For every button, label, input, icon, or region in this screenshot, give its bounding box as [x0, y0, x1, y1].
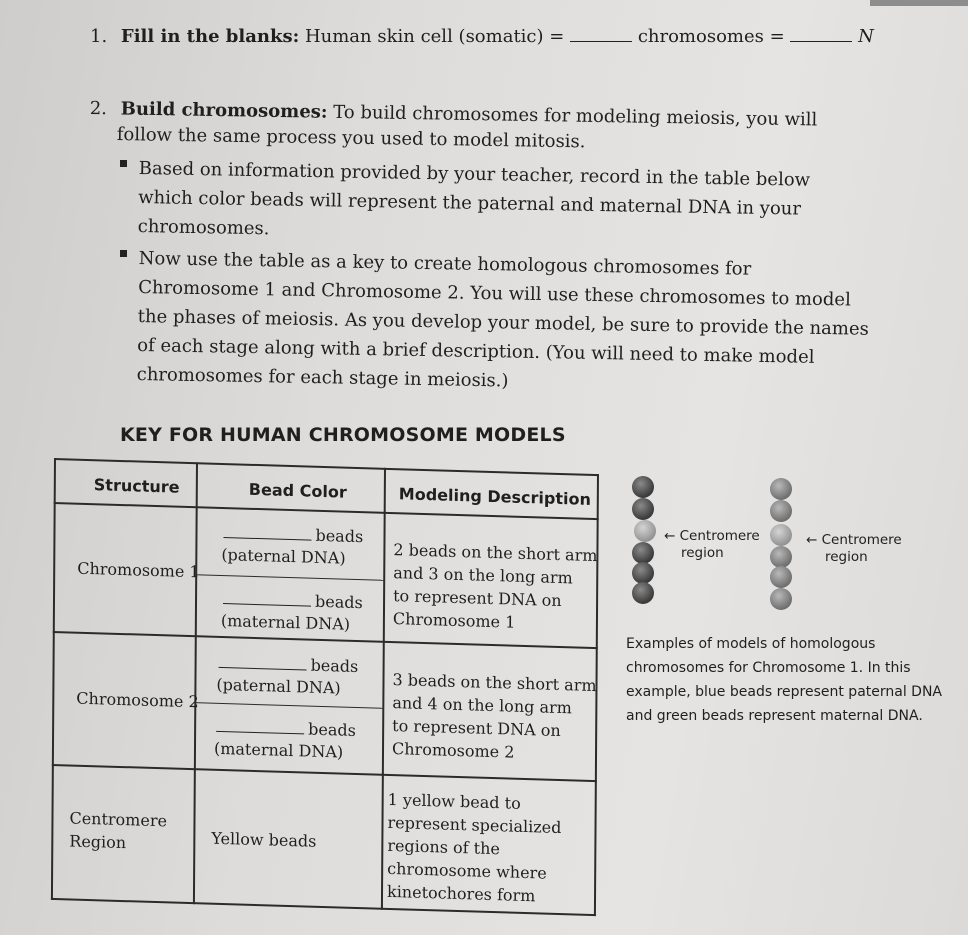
bead [632, 498, 654, 520]
table-header-structure: Structure [93, 475, 180, 497]
description-line: 2 beads on the short arm [393, 540, 598, 566]
bead-color-sub: (maternal DNA) [220, 610, 351, 634]
bead [632, 562, 654, 584]
bead-word: beads [314, 591, 363, 613]
page-edge-strip [870, 0, 968, 6]
color-blank[interactable] [223, 525, 311, 541]
description-line: chromosome where [387, 858, 547, 883]
description-cell [387, 788, 562, 908]
table-border [381, 468, 386, 910]
bead [770, 500, 792, 522]
bead [632, 542, 654, 564]
structure-line: Centromere [69, 808, 168, 831]
question-number: 2. [89, 97, 108, 120]
structure-line: Region [69, 831, 127, 853]
key-table [51, 458, 599, 916]
centromere-bead [770, 524, 792, 546]
question-text: chromosomes = [637, 26, 785, 47]
table-border [54, 458, 599, 476]
description-line: to represent DNA on [393, 586, 562, 611]
bullet-line: chromosomes for each stage in meiosis.) [136, 363, 509, 392]
table-border [193, 462, 198, 904]
label-line: Centromere [679, 528, 760, 544]
bullet-line: which color beads will represent the paternal and maternal DNA in your [138, 186, 802, 220]
structure-cell: Chromosome 2 [76, 688, 199, 712]
color-blank[interactable] [219, 655, 307, 671]
bead [632, 476, 654, 498]
centromere-label-right [806, 532, 902, 566]
description-line: 3 beads on the short arm [392, 670, 597, 696]
table-border [194, 702, 383, 709]
arrow-left-icon: ← [664, 528, 676, 544]
bead-color-cell: Yellow beads [211, 828, 317, 851]
description-line: and 4 on the long arm [392, 693, 572, 718]
bullet-1 [137, 154, 810, 253]
bead [770, 566, 792, 588]
question-label: Fill in the blanks: [120, 26, 300, 47]
diagram-caption [626, 632, 956, 728]
question-1 [90, 24, 874, 50]
bead [632, 582, 654, 604]
table-border [52, 764, 597, 782]
answer-blank[interactable] [790, 27, 852, 42]
arrow-left-icon: ← [806, 532, 818, 548]
bullet-icon [120, 160, 127, 167]
answer-blank[interactable] [570, 27, 632, 42]
table-header-bead-color: Bead Color [248, 479, 347, 502]
caption-line: Examples of models of homologous [626, 636, 876, 652]
centromere-label-left [664, 528, 760, 562]
bead [770, 588, 792, 610]
bullet-icon [120, 250, 127, 257]
color-blank[interactable] [216, 719, 304, 735]
bullet-line: of each stage along with a brief description. (You will need to make model [137, 334, 815, 368]
bead-color-sub: (paternal DNA) [221, 544, 346, 568]
bead [770, 478, 792, 500]
key-title: KEY FOR HUMAN CHROMOSOME MODELS [120, 424, 566, 446]
bullet-line: Now use the table as a key to create homologous chromosomes for [138, 247, 752, 280]
structure-cell [69, 806, 167, 855]
caption-line: and green beads represent maternal DNA. [626, 708, 923, 724]
description-line: 1 yellow bead to [387, 789, 521, 813]
bead-word: beads [315, 525, 364, 547]
question-text: Human skin cell (somatic) = [304, 26, 565, 47]
bullet-2 [136, 244, 870, 402]
caption-line: chromosomes for Chromosome 1. In this [626, 660, 911, 676]
bead [770, 546, 792, 568]
question-unit: N [858, 26, 874, 47]
description-line: Chromosome 1 [392, 609, 516, 632]
bead-word: beads [310, 655, 359, 677]
question-number: 1. [90, 26, 108, 47]
table-border [195, 574, 384, 581]
bead-word: beads [308, 719, 356, 740]
question-label: Build chromosomes: [120, 98, 328, 123]
label-line: region [825, 549, 868, 565]
bead-color-sub: (paternal DNA) [216, 674, 341, 698]
centromere-bead [634, 520, 656, 542]
description-line: kinetochores form [386, 881, 536, 906]
bullet-line: Chromosome 1 and Chromosome 2. You will use these chromosomes to model [138, 276, 851, 311]
bullet-line: Based on information provided by your teacher, record in the table below [138, 157, 811, 191]
caption-line: example, blue beads represent paternal DNA [626, 684, 943, 700]
label-line: region [681, 545, 724, 561]
description-cell [392, 668, 597, 766]
bullet-line: the phases of meiosis. As you develop your model, be sure to provide the names [137, 305, 870, 340]
bead-color-sub: (maternal DNA) [213, 738, 344, 762]
description-line: to represent DNA on [392, 716, 561, 741]
table-header-description: Modeling Description [398, 484, 591, 509]
description-line: and 3 on the long arm [393, 563, 573, 588]
color-blank[interactable] [223, 591, 311, 607]
structure-cell: Chromosome 1 [77, 558, 200, 582]
bullet-line: chromosomes. [137, 215, 270, 240]
description-line: regions of the [387, 835, 500, 859]
label-line: Centromere [821, 532, 902, 548]
description-line: Chromosome 2 [391, 739, 515, 762]
question-text: follow the same process you used to model mitosis. [116, 123, 586, 153]
question-text: To build chromosomes for modeling meiosis, you will [333, 101, 818, 131]
description-line: represent specialized [387, 812, 562, 838]
description-cell [393, 538, 598, 636]
table-border [51, 458, 56, 900]
